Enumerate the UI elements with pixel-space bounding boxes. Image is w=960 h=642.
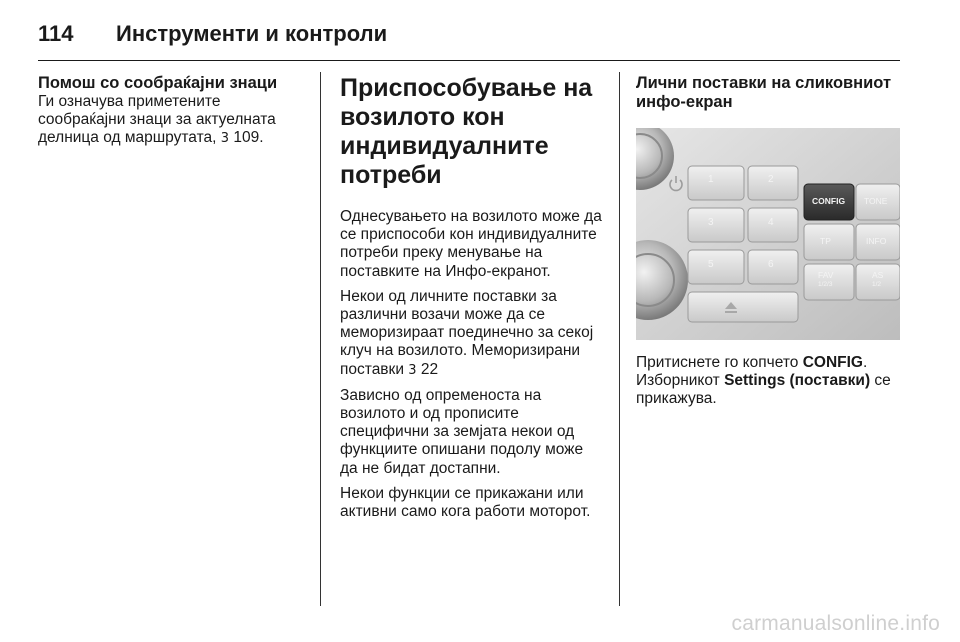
paragraph-4: Некои функции се прикажани или активни само кога работи моторот. [340, 484, 591, 521]
header-rule [38, 60, 900, 61]
paragraph-2-text: Некои од личните поставки за различни возачи може да се меморизираат поединечно за секој клуч на возилото. Меморизирани поставки [340, 287, 594, 378]
middle-column [340, 74, 604, 521]
instruction-end: . [862, 354, 868, 371]
instruction-text: Притиснете го копчето [636, 354, 799, 371]
section-title: Приспособување на возилото кон индивидуалните потреби [340, 74, 593, 189]
paragraph-1: Однесувањето на возилото може да се приспособи кон индивидуалните потреби преку менување на поставките на Инфо-екранот. [340, 208, 602, 280]
control-panel-photo [636, 128, 900, 340]
config-button-label: CONFIG [812, 196, 846, 206]
settings-keyword: Settings (поставки) [724, 372, 871, 390]
right-column [636, 74, 900, 409]
fav-button-label: FAV [818, 270, 834, 280]
column-divider-right [619, 72, 620, 606]
body-text: Ги означува приметените сообраќајни знаци за актуелната делница од маршрутата, [38, 93, 276, 147]
left-column [38, 74, 300, 149]
page-reference-icon: 3 [408, 362, 417, 378]
page-title: Инструменти и контроли [116, 21, 388, 46]
section-heading: Лични поставки на сликовниот инфо-екран [636, 74, 892, 111]
column-divider-left [320, 72, 321, 606]
as-button-label: AS [872, 270, 884, 280]
page-header [38, 12, 900, 56]
page-reference-icon: 3 [220, 131, 230, 147]
tp-button-label: TP [820, 236, 831, 246]
page-reference[interactable]: 22 [420, 360, 439, 378]
info-button-label: INFO [866, 236, 887, 246]
paragraph-2 [340, 288, 604, 380]
key-2-label: 2 [768, 174, 774, 185]
paragraph-3: Зависно од опременоста на возилото и од прописите специфични за земјата некои од функциите опишани подолу може да не бидат достапни. [340, 386, 584, 477]
page-reference[interactable]: 109. [233, 129, 264, 147]
result-text: Изборникот [636, 372, 720, 390]
config-keyword: CONFIG [802, 354, 863, 371]
result-end: се прикажува. [636, 372, 891, 408]
tone-button-label: TONE [864, 196, 888, 206]
as-button-sublabel: 1/2 [872, 281, 882, 288]
section-heading: Помош со сообраќајни знаци [38, 74, 278, 92]
fav-button-sublabel: 1/2/3 [818, 281, 833, 288]
control-panel-drawing [636, 128, 900, 340]
key-3-label: 3 [708, 217, 714, 228]
page-number: 114 [38, 21, 74, 46]
instruction-paragraph [636, 354, 900, 409]
key-5-label: 5 [708, 259, 714, 270]
key-4-label: 4 [768, 217, 774, 228]
body-paragraph [38, 93, 300, 149]
watermark: carmanualsonline.info [731, 612, 940, 635]
key-1-label: 1 [708, 174, 714, 185]
key-6-label: 6 [768, 259, 774, 270]
